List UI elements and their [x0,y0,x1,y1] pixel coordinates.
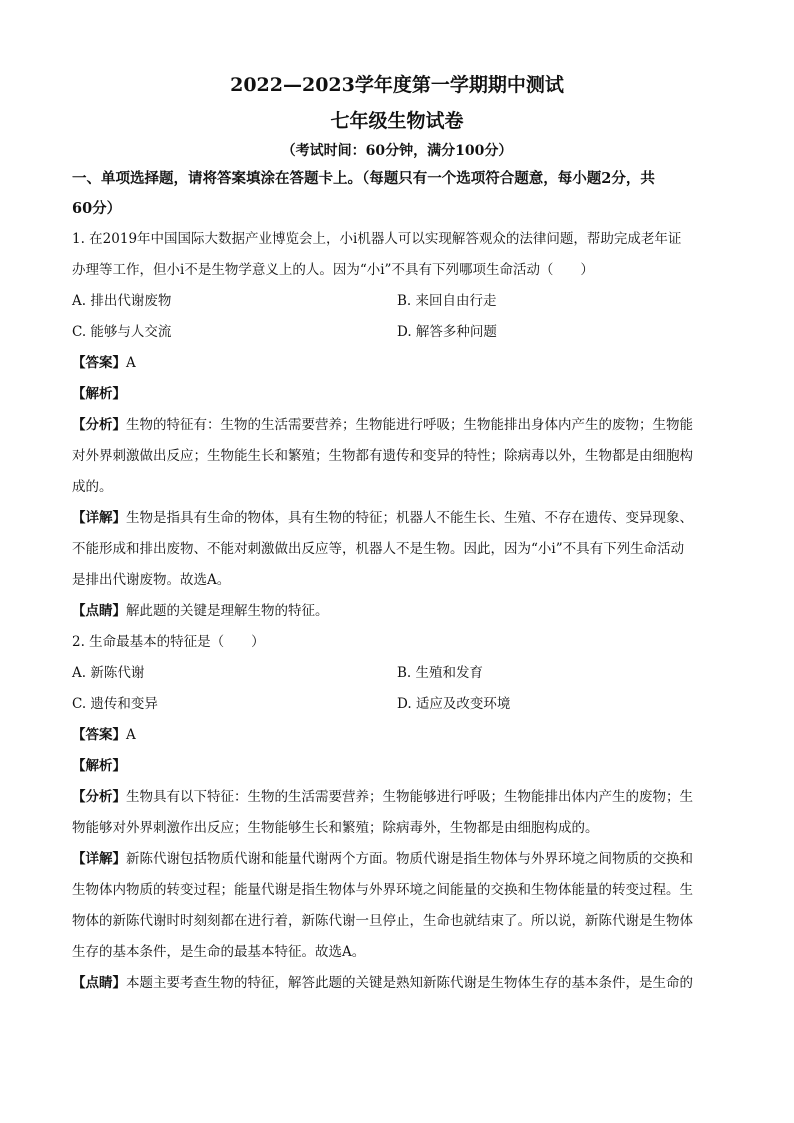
xiangjie-line [72,844,722,875]
dianjing-line [72,596,722,627]
dianjing-line [72,968,722,999]
answer-tag: 【答案】 [72,355,126,371]
xiangjie-tag: 【详解】 [72,851,126,867]
fenxi-line [72,782,722,813]
option-a: A. 排出代谢废物 [72,293,172,309]
question-1 [72,224,722,627]
section-heading-line2: 60分） [72,200,122,217]
option-c: C. 遗传和变异 [72,696,158,712]
xiangjie-line: 生物体内物质的转变过程；能量代谢是指生物体与外界环境之间能量的交换和生物体能量的转变过程。生 [72,882,693,898]
question-stem-line: 2. 生命最基本的特征是（ ） [72,634,265,650]
dianjing-tag: 【点睛】 [72,975,126,991]
option-b: B. 来回自由行走 [397,293,497,309]
question-stem-line: 1. 在2019年中国国际大数据产业博览会上，小i机器人可以实现解答观众的法律问题，帮助完成老年证 [72,231,682,247]
exam-page [72,70,722,999]
answer-tag: 【答案】 [72,727,126,743]
option-a: A. 新陈代谢 [72,665,145,681]
xiangjie-text: 生物是指具有生命的物体，具有生物的特征；机器人不能生长、生殖、不存在遗传、变异现象、 [126,510,693,526]
fenxi-line: 物能够对外界刺激作出反应；生物能够生长和繁殖；除病毒外，生物都是由细胞构成的。 [72,820,599,836]
fenxi-tag: 【分析】 [72,789,126,805]
dianjing-text: 解此题的关键是理解生物的特征。 [126,603,329,619]
answer-value: A [126,355,136,371]
option-d: D. 解答多种问题 [397,324,497,340]
fenxi-line: 成的。 [72,479,113,495]
exam-subtitle: 七年级生物试卷 [330,110,464,132]
analysis-tag: 【解析】 [72,386,126,402]
xiangjie-line: 不能形成和排出废物、不能对刺激做出反应等，机器人不是生物。因此，因为“小i”不具有下列生命活动 [72,541,685,557]
xiangjie-text: 新陈代谢包括物质代谢和能量代谢两个方面。物质代谢是指生物体与外界环境之间物质的交换和 [126,851,693,867]
dianjing-tag: 【点睛】 [72,603,126,619]
answer-line [72,348,722,379]
fenxi-text: 生物具有以下特征：生物的生活需要营养；生物能够进行呼吸；生物能排出体内产生的废物；生 [126,789,693,805]
xiangjie-line: 物体的新陈代谢时时刻刻都在进行着，新陈代谢一旦停止，生命也就结束了。所以说，新陈代谢是生物体 [72,913,693,929]
exam-title: 2022—2023学年度第一学期期中测试 [230,74,564,96]
xiangjie-line: 是排出代谢废物。故选A。 [72,572,231,588]
fenxi-tag: 【分析】 [72,417,126,433]
fenxi-line [72,410,722,441]
exam-info: （考试时间：60分钟，满分100分） [281,143,513,159]
options-row [72,658,722,689]
xiangjie-line: 生存的基本条件，是生命的最基本特征。故选A。 [72,944,366,960]
section-heading-line1: 一、单项选择题，请将答案填涂在答题卡上。（每题只有一个选项符合题意，每小题2分，共 [72,170,655,187]
option-b: B. 生殖和发育 [397,665,484,681]
option-d: D. 适应及改变环境 [397,696,511,712]
answer-line [72,720,722,751]
options-row [72,286,722,317]
options-row [72,689,722,720]
analysis-tag: 【解析】 [72,758,126,774]
section-heading [72,164,722,224]
xiangjie-line [72,503,722,534]
option-c: C. 能够与人交流 [72,324,172,340]
options-row [72,317,722,348]
question-stem-line: 办理等工作，但小i不是生物学意义上的人。因为“小i”不具有下列哪项生命活动（ ） [72,262,594,278]
xiangjie-tag: 【详解】 [72,510,126,526]
fenxi-text: 生物的特征有：生物的生活需要营养；生物能进行呼吸；生物能排出身体内产生的废物；生物能 [126,417,693,433]
fenxi-line: 对外界刺激做出反应；生物能生长和繁殖；生物都有遗传和变异的特性；除病毒以外，生物都是由细胞构 [72,448,693,464]
answer-value: A [126,727,136,743]
dianjing-text: 本题主要考查生物的特征，解答此题的关键是熟知新陈代谢是生物体生存的基本条件，是生命的 [126,975,693,991]
question-2 [72,627,722,999]
